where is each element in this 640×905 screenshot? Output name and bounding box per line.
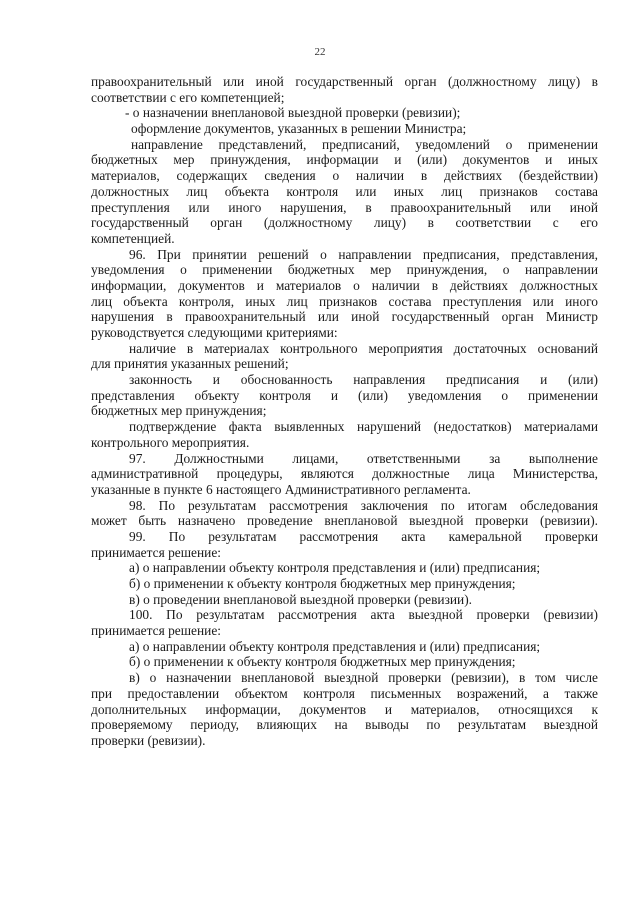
- text-line: - о назначении внеплановой выездной проверки (ревизии);: [125, 105, 461, 121]
- text-line: оформление документов, указанных в решении Министра;: [131, 121, 467, 137]
- text-line: 99. По результатам рассмотрения акта камеральной проверки: [129, 528, 598, 544]
- document-body: [91, 74, 598, 749]
- text-line: наличие в материалах контрольного мероприятия достаточных оснований: [129, 340, 598, 356]
- text-line: дополнительных информации, документов и материалов, относящихся к: [91, 701, 598, 717]
- text-line: направление представлений, предписаний, уведомлений о применении: [131, 136, 598, 152]
- text-line: правоохранительный или иной государственный орган (должностному лицу) в: [91, 74, 598, 89]
- text-line: нарушения в правоохранительный или иной государственный орган Министр: [91, 309, 598, 325]
- text-line: материалов, содержащих сведения о наличии в действиях (бездействии): [91, 168, 598, 184]
- text-line: б) о применении к объекту контроля бюджетных мер принуждения;: [129, 576, 516, 591]
- text-line: 97. Должностными лицами, ответственными за выполнение: [129, 450, 598, 466]
- text-line: принимается решение:: [91, 544, 221, 560]
- text-line: проверяемому периоду, влияющих на выводы по результатам выездной: [91, 717, 598, 733]
- text-line: а) о направлении объекту контроля представления и (или) предписания;: [129, 638, 541, 654]
- text-line: проверки (ревизии).: [91, 732, 206, 748]
- text-line: в) о проведении внеплановой выездной проверки (ревизии).: [129, 591, 473, 607]
- text-line: бюджетных мер принуждения, информации и (или) документов и иных: [91, 152, 598, 168]
- text-line: соответствии с его компетенцией;: [91, 89, 285, 105]
- text-line: руководствуется следующими критериями:: [91, 325, 338, 340]
- text-line: принимается решение:: [91, 623, 221, 639]
- text-line: законность и обоснованность направления предписания и (или): [129, 372, 598, 388]
- text-line: указанные в пункте 6 настоящего Административного регламента.: [91, 481, 471, 497]
- text-line: подтверждение факта выявленных нарушений (недостатков) материалами: [129, 419, 598, 435]
- text-line: информации, документов и материалов о наличии в действиях должностных: [91, 277, 598, 293]
- text-line: административной процедуры, являются должностные лица Министерства,: [91, 466, 598, 482]
- text-line: для принятия указанных решений;: [91, 356, 289, 372]
- page-number: 22: [314, 46, 326, 58]
- text-line: 98. По результатам рассмотрения заключения по итогам обследования: [129, 497, 598, 513]
- text-line: 100. По результатам рассмотрения акта выездной проверки (ревизии): [129, 607, 598, 623]
- text-line: б) о применении к объекту контроля бюджетных мер принуждения;: [129, 654, 516, 670]
- text-line: бюджетных мер принуждения;: [91, 403, 267, 419]
- text-line: государственный орган (должностному лицу) в соответствии с его: [91, 215, 598, 231]
- text-line: контрольного мероприятия.: [91, 434, 250, 450]
- text-line: 96. При принятии решений о направлении предписания, представления,: [129, 246, 598, 262]
- text-line: может быть назначено проведение внеплановой выездной проверки (ревизии).: [91, 513, 598, 529]
- text-line: лиц объекта контроля, иных лиц признаков состава преступления или иного: [91, 293, 598, 309]
- text-line: в) о назначении внеплановой выездной проверки (ревизии), в том числе: [129, 670, 598, 686]
- text-line: представления объекту контроля и (или) уведомления о применении: [91, 387, 598, 403]
- text-line: а) о направлении объекту контроля представления и (или) предписания;: [129, 560, 541, 576]
- text-line: при предоставлении объектом контроля письменных возражений, а также: [91, 685, 598, 701]
- text-line: компетенцией.: [91, 230, 175, 246]
- text-line: преступления или иного нарушения, в правоохранительный или иной: [91, 199, 598, 215]
- text-line: уведомления о применении бюджетных мер принуждения, о направлении: [91, 262, 598, 278]
- text-line: должностных лиц объекта контроля или иных лиц признаков состава: [91, 183, 598, 199]
